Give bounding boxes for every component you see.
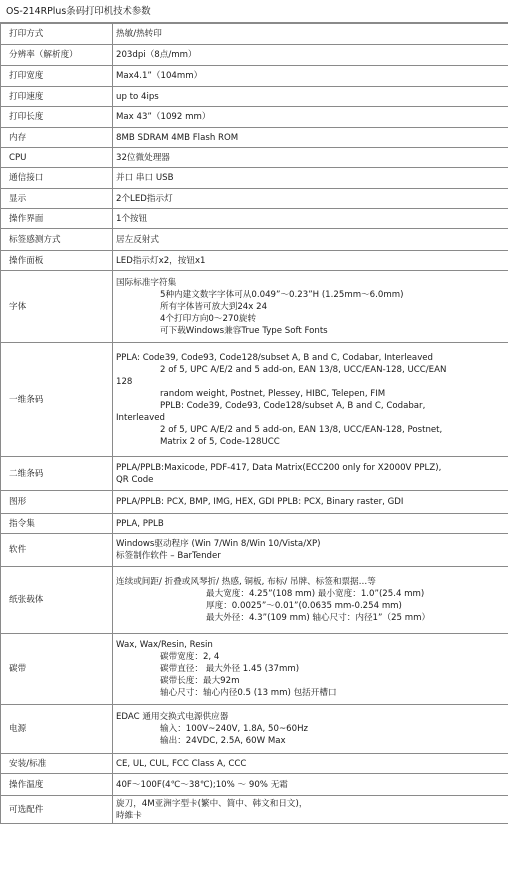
spec-value: [113, 491, 508, 514]
spec-row: [1, 705, 508, 754]
spec-key: 打印方式: [1, 24, 113, 45]
spec-value: [113, 271, 508, 343]
spec-value-line: Interleaved: [116, 412, 165, 423]
spec-value: [113, 796, 508, 824]
spec-value-line: 连续或间距/ 折叠或风琴折/ 热感, 铜板, 布标/ 吊牌、标签和票据…等: [116, 577, 376, 587]
spec-key: 一维条码: [1, 343, 113, 457]
spec-row: [1, 774, 508, 796]
spec-value-line: 所有字体皆可放大到24x 24: [160, 301, 268, 312]
spec-key: 分辨率（解析度）: [1, 45, 113, 66]
spec-value: [113, 251, 508, 271]
spec-value-line: PPLA, PPLB: [116, 518, 164, 529]
spec-value-line: 碳带长度：最大92m: [160, 676, 240, 686]
spec-key: 打印速度: [1, 87, 113, 107]
spec-value-line: Matrix 2 of 5, Code-128UCC: [160, 436, 280, 447]
spec-value: [113, 107, 508, 128]
spec-row: [1, 514, 508, 534]
spec-value: [113, 148, 508, 168]
spec-key: 图形: [1, 491, 113, 514]
spec-value-line: 输入：100V~240V, 1.8A, 50~60Hz: [160, 724, 309, 734]
spec-value: [113, 87, 508, 107]
spec-value-line: 2 of 5, UPC A/E/2 and 5 add-on, EAN 13/8, UCC/EAN-128, Postnet,: [160, 424, 443, 435]
spec-value-line: Windows驱动程序 (Win 7/Win 8/Win 10/Vista/XP): [116, 539, 321, 549]
spec-value: [113, 705, 508, 754]
spec-row: [1, 491, 508, 514]
spec-value-line: Max 43”（1092 mm）: [116, 112, 211, 122]
spec-key: 操作温度: [1, 774, 113, 796]
spec-value-line: 并口 串口 USB: [116, 173, 174, 183]
spec-value-line: random weight, Postnet, Plessey, HIBC, Telepen, FIM: [160, 388, 386, 399]
spec-row: [1, 148, 508, 168]
spec-row: [1, 24, 508, 45]
spec-value-line: 4个打印方向0～270旋转: [160, 313, 257, 324]
spec-row: [1, 251, 508, 271]
spec-row: [1, 189, 508, 209]
spec-key: 标签感测方式: [1, 229, 113, 251]
spec-value-line: 32位微处理器: [116, 152, 170, 163]
spec-row: [1, 754, 508, 774]
spec-value-line: PPLA/PPLB: PCX, BMP, IMG, HEX, GDI PPLB: PCX, Binary raster, GDI: [116, 497, 404, 507]
spec-key: 显示: [1, 189, 113, 209]
spec-table: [0, 23, 508, 824]
spec-value: [113, 45, 508, 66]
spec-row: [1, 271, 508, 343]
spec-value: [113, 66, 508, 87]
spec-value: [113, 128, 508, 148]
spec-value-line: 203dpi（8点/mm）: [116, 50, 197, 60]
spec-value: [113, 754, 508, 774]
spec-key: 二维条码: [1, 457, 113, 491]
spec-row: [1, 107, 508, 128]
spec-row: [1, 634, 508, 705]
spec-value-line: QR Code: [116, 474, 154, 485]
spec-value-line: 最大外径：4.3”(109 mm) 轴心尺寸：内径1”（25 mm）: [206, 613, 431, 623]
spec-row: [1, 168, 508, 189]
spec-row: [1, 209, 508, 229]
spec-key: 安装/标准: [1, 754, 113, 774]
spec-key: 打印宽度: [1, 66, 113, 87]
spec-value: [113, 514, 508, 534]
spec-value: [113, 168, 508, 189]
spec-row: [1, 229, 508, 251]
spec-row: [1, 457, 508, 491]
spec-row: [1, 45, 508, 66]
spec-key: 打印长度: [1, 107, 113, 128]
spec-value: [113, 189, 508, 209]
spec-value: [113, 457, 508, 491]
spec-value-line: PPLA: Code39, Code93, Code128/subset A, B and C, Codabar, Interleaved: [116, 352, 434, 363]
spec-value-line: up to 4ips: [116, 91, 159, 102]
spec-value: [113, 229, 508, 251]
spec-key: 纸张载体: [1, 567, 113, 634]
spec-value-line: 可下载Windows兼容True Type Soft Fonts: [160, 325, 328, 336]
spec-value: [113, 634, 508, 705]
spec-value-line: 40F～100F(4℃～38℃);10% ～ 90% 无霜: [116, 779, 288, 790]
spec-row: [1, 128, 508, 148]
spec-row: [1, 343, 508, 457]
spec-value-line: Max4.1”（104mm）: [116, 71, 203, 81]
spec-value-line: PPLA/PPLB:Maxicode, PDF-417, Data Matrix(ECC200 only for X2000V PPLZ),: [116, 462, 442, 473]
spec-value-line: 2个LED指示灯: [116, 193, 173, 204]
spec-row: [1, 567, 508, 634]
spec-value-line: 厚度：0.0025”～0.01”(0.0635 mm-0.254 mm): [206, 601, 402, 611]
spec-value-line: 碳带直径： 最大外径 1.45 (37mm): [160, 664, 300, 674]
spec-value-line: 2 of 5, UPC A/E/2 and 5 add-on, EAN 13/8, UCC/EAN-128, UCC/EAN: [160, 364, 447, 375]
spec-value-line: 最大宽度：4.25”(108 mm) 最小宽度：1.0”(25.4 mm): [206, 589, 425, 599]
spec-value-line: EDAC 通用交换式电源供应器: [116, 712, 229, 722]
spec-value: [113, 774, 508, 796]
spec-value: [113, 343, 508, 457]
spec-value-line: 碳带宽度：2, 4: [160, 652, 220, 662]
spec-key: 通信接口: [1, 168, 113, 189]
spec-row: [1, 796, 508, 824]
spec-key: 指令集: [1, 514, 113, 534]
spec-value-line: 国际标准字符集: [116, 277, 177, 288]
spec-value-line: 5种内建文数字字体可从0.049”～0.23”H (1.25mm～6.0mm): [160, 289, 404, 300]
spec-row: [1, 87, 508, 107]
spec-key: 字体: [1, 271, 113, 343]
spec-value: [113, 534, 508, 567]
spec-key: 电源: [1, 705, 113, 754]
spec-value-line: 居左反射式: [116, 234, 159, 245]
spec-value-line: 热敏/热转印: [116, 29, 162, 39]
page-title: OS-214RPlus条码打印机技术参数: [0, 0, 508, 23]
spec-key: 软件: [1, 534, 113, 567]
spec-value-line: PPLB: Code39, Code93, Code128/subset A, B and C, Codabar,: [160, 400, 426, 411]
spec-value-line: LED指示灯x2，按钮x1: [116, 255, 206, 266]
spec-value: [113, 567, 508, 634]
spec-value-line: 旋刀，4M亚洲字型卡(繁中、简中、韩文和日文)，: [116, 798, 308, 809]
spec-value-line: 轴心尺寸：轴心内径0.5 (13 mm) 包括开槽口: [160, 688, 337, 698]
spec-key: 操作界面: [1, 209, 113, 229]
spec-value-line: CE, UL, CUL, FCC Class A, CCC: [116, 758, 247, 769]
spec-value-line: 8MB SDRAM 4MB Flash ROM: [116, 132, 239, 143]
spec-value-line: 時維卡: [116, 810, 142, 821]
spec-row: [1, 534, 508, 567]
spec-key: 内存: [1, 128, 113, 148]
spec-value: [113, 209, 508, 229]
spec-key: 操作面板: [1, 251, 113, 271]
spec-value-line: 1个按钮: [116, 213, 148, 224]
spec-value-line: 128: [116, 376, 133, 387]
spec-key: 碳带: [1, 634, 113, 705]
spec-value: [113, 24, 508, 45]
spec-value-line: Wax, Wax/Resin, Resin: [116, 640, 213, 650]
spec-value-line: 输出：24VDC, 2.5A, 60W Max: [160, 736, 286, 746]
spec-row: [1, 66, 508, 87]
spec-value-line: 标签制作软件 – BarTender: [116, 551, 221, 561]
spec-key: CPU: [1, 148, 113, 168]
spec-key: 可选配件: [1, 796, 113, 824]
